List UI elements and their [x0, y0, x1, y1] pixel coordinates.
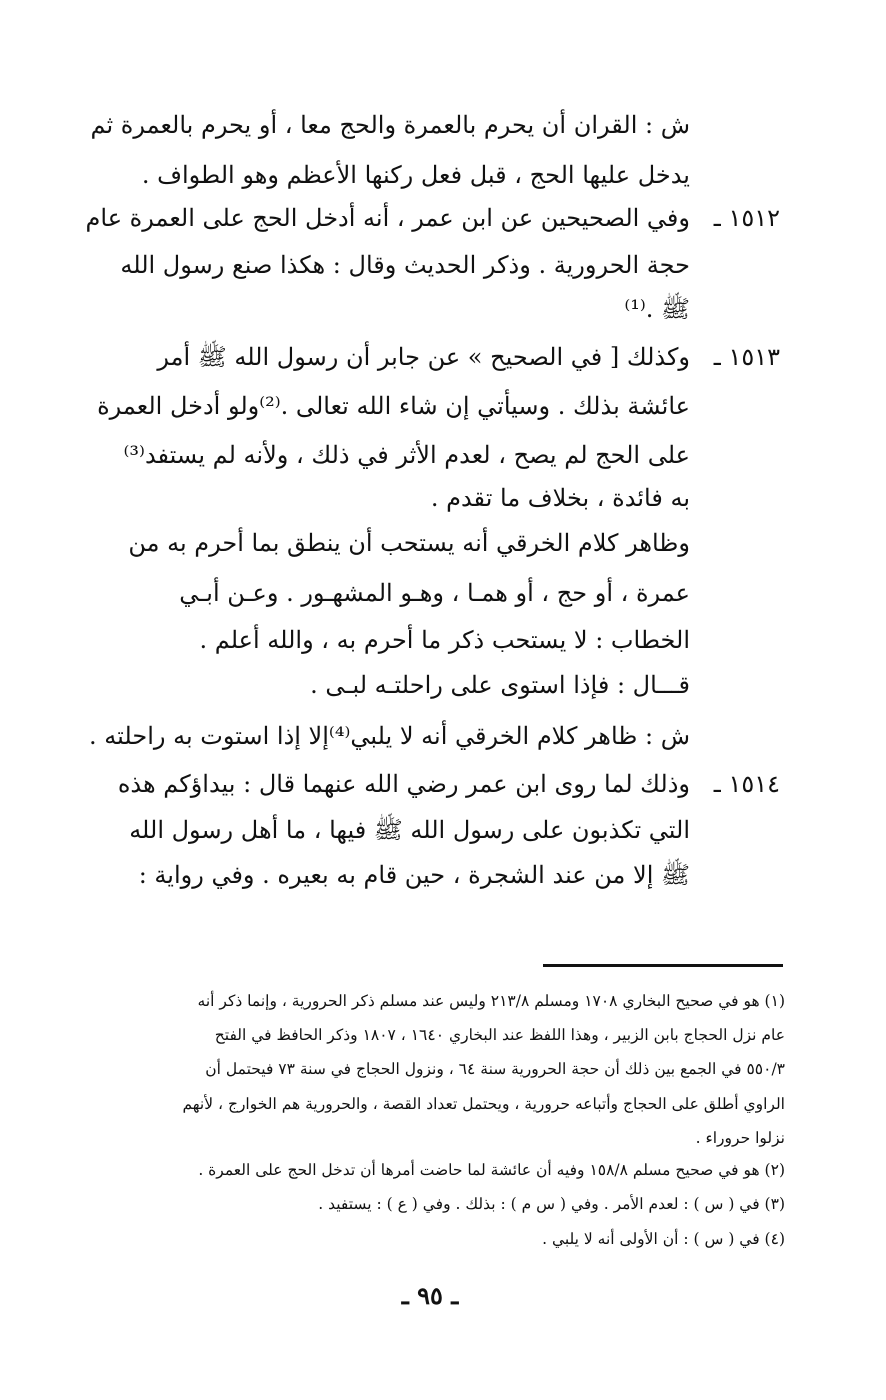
text-line-4: حجة الحرورية . وذكر الحديث وقال : هكذا صنع رسول الله: [120, 251, 690, 279]
text-line-9: به فائدة ، بخلاف ما تقدم .: [430, 484, 690, 512]
text-line-5: ﷺ .⁽¹⁾: [624, 295, 690, 323]
text-line-1: ش : القران أن يحرم بالعمرة والحج معا ، أو يحرم بالعمرة ثم: [90, 111, 690, 139]
text-line-14: ش : ظاهر كلام الخرقي أنه لا يلبي⁽⁴⁾إلا إذا استوت به راحلته .: [89, 722, 690, 750]
footnote-line-4: الراوي أطلق على الحجاج وأتباعه حرورية ، ويحتمل تعداد القصة ، والحرورية هم الخوارج ، لأنهم: [182, 1095, 785, 1113]
text-line-3: وفي الصحيحين عن ابن عمر ، أنه أدخل الحج على العمرة عام: [85, 204, 690, 232]
footnote-line-5: نزلوا حروراء .: [695, 1129, 785, 1147]
text-line-13: قـــال : فإذا استوى على راحلتـه لبـى .: [310, 671, 690, 699]
text-line-6: وكذلك [ في الصحيح » عن جابر أن رسول الله ﷺ أمر: [157, 343, 690, 371]
footnote-line-7: (٣) في ( س ) : لعدم الأمر . وفي ( س م ) : بذلك . وفي ( ع ) : يستفيد .: [318, 1195, 785, 1213]
footnote-line-3: ٥٥٠/٣ في الجمع بين ذلك أن حجة الحرورية سنة ٦٤ ، ونزول الحجاج في سنة ٧٣ فيحتمل أن: [205, 1060, 785, 1078]
page-number: ـ ٩٥ ـ: [401, 1281, 459, 1310]
text-line-15: وذلك لما روى ابن عمر رضي الله عنهما قال : بيداؤكم هذه: [117, 770, 690, 798]
text-line-7: عائشة بذلك . وسيأتي إن شاء الله تعالى .⁽²⁾ولو أدخل العمرة: [97, 392, 690, 420]
text-line-16: التي تكذبون على رسول الله ﷺ فيها ، ما أهل رسول الله: [129, 816, 690, 844]
hadith-number-1512: ١٥١٢ ـ: [713, 204, 780, 232]
text-line-10: وظاهر كلام الخرقي أنه يستحب أن ينطق بما أحرم به من: [128, 529, 690, 557]
text-line-12: الخطاب : لا يستحب ذكر ما أحرم به ، والله أعلم .: [199, 626, 690, 654]
text-line-11: عمرة ، أو حج ، أو همـا ، وهـو المشهـور . وعـن أبـي: [179, 579, 690, 607]
footnote-line-2: عام نزل الحجاج بابن الزبير ، وهذا اللفظ عند البخاري ١٦٤٠ ، ١٨٠٧ وذكر الحافظ في الفتح: [214, 1026, 785, 1044]
text-line-17: ﷺ إلا من عند الشجرة ، حين قام به بعيره . وفي رواية :: [138, 861, 690, 889]
text-line-2: يدخل عليها الحج ، قبل فعل ركنها الأعظم وهو الطواف .: [141, 161, 690, 189]
footnote-line-1: (١) هو في صحيح البخاري ١٧٠٨ ومسلم ٢١٣/٨ وليس عند مسلم ذكر الحرورية ، وإنما ذكر أنه: [197, 992, 785, 1010]
text-line-8: على الحج لم يصح ، لعدم الأثر في ذلك ، ولأنه لم يستفد⁽³⁾: [123, 441, 690, 469]
hadith-number-1514: ١٥١٤ ـ: [713, 770, 780, 798]
hadith-number-1513: ١٥١٣ ـ: [713, 343, 780, 371]
footnote-line-8: (٤) في ( س ) : أن الأولى أنه لا يلبي .: [542, 1230, 785, 1248]
footnote-separator: [543, 964, 783, 967]
footnote-line-6: (٢) هو في صحيح مسلم ١٥٨/٨ وفيه أن عائشة لما حاضت أمرها أن تدخل الحج على العمرة .: [198, 1161, 785, 1179]
